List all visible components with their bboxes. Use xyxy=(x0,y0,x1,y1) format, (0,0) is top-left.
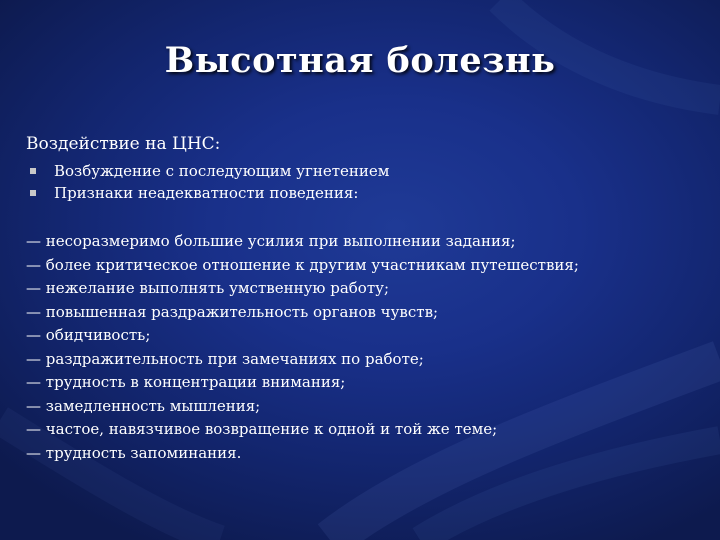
slide-title: Высотная болезнь xyxy=(164,40,556,81)
symptom-item: — нежелание выполнять умственную работу; xyxy=(26,279,390,297)
symptom-list xyxy=(26,230,579,465)
square-bullet-icon xyxy=(30,190,36,196)
symptom-item: — повышенная раздражительность органов чувств; xyxy=(26,302,439,321)
bullet-item xyxy=(28,182,389,204)
bullet-list xyxy=(28,160,389,204)
bullet-item xyxy=(28,160,389,182)
square-bullet-icon xyxy=(30,168,36,174)
symptom-item: — частое, навязчивое возвращение к одной и той же теме; xyxy=(26,420,498,438)
symptom-item: — трудность в концентрации внимания; xyxy=(26,373,346,391)
symptom-item: — обидчивость; xyxy=(26,326,151,344)
bullet-text: Признаки неадекватности поведения: xyxy=(54,184,359,202)
symptom-item: — трудность запоминания. xyxy=(26,443,242,462)
symptom-item: — раздражительность при замечаниях по работе; xyxy=(26,349,424,368)
section-heading: Воздействие на ЦНС: xyxy=(26,134,221,154)
symptom-item: — более критическое отношение к другим участникам путешествия; xyxy=(26,255,579,274)
bullet-text: Возбуждение с последующим угнетением xyxy=(54,162,390,180)
symptom-item: — несоразмеримо большие усилия при выполнении задания; xyxy=(26,232,516,250)
symptom-item: — замедленность мышления; xyxy=(26,396,261,415)
